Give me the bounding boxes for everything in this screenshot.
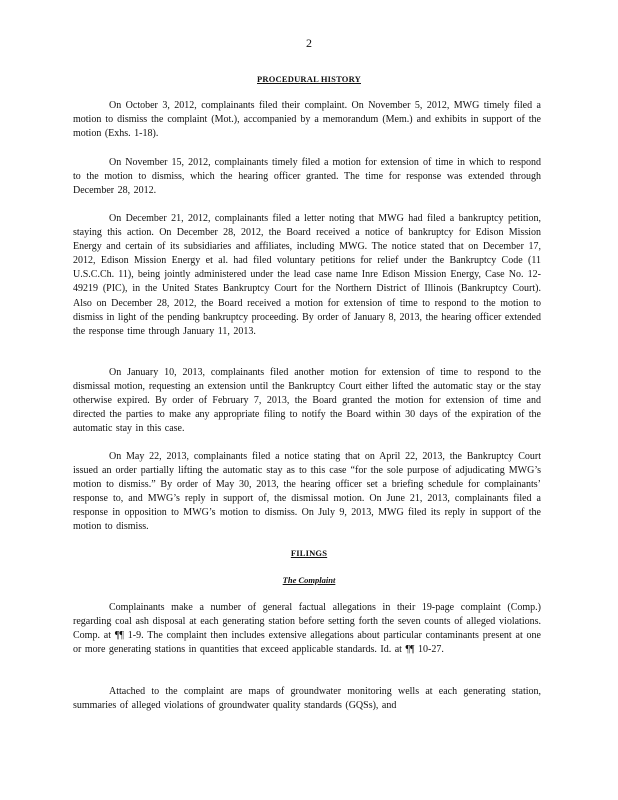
page-number: 2 bbox=[306, 36, 312, 50]
paragraph-stay-lifted: On May 22, 2013, complainants filed a notice stating that on April 22, 2013, the Bankruptcy Court issued an order partially lifting the automatic stay as to this case “for the sole purpose of adjudicating MWG’s motion to dismiss.” By order of May 30, 2013, the hearing officer set a briefing schedule for complainants’ response to, and MWG’s reply in support of, the dismissal motion. On June 21, 2013, complainants filed a response in opposition to MWG’s motion to dismiss. On July 9, 2013, MWG filed its reply in support of the motion to dismiss. bbox=[73, 451, 541, 533]
paragraph-complaint-filed: On October 3, 2012, complainants filed their complaint. On November 5, 2012, MWG timely filed a motion to dismiss the complaint (Mot.), accompanied by a memorandum (Mem.) and exhibits in support of the motion (Exhs. 1-18). bbox=[73, 100, 541, 140]
section-heading-filings: FILINGS bbox=[290, 548, 328, 558]
paragraph-extension-motion: On November 15, 2012, complainants timely filed a motion for extension of time in which to respond to the motion to dismiss, which the hearing officer granted. The time for response was extended through December 28, 2012. bbox=[73, 157, 541, 197]
paragraph-complaint-allegations: Complainants make a number of general factual allegations in their 19-page complaint (Comp.) regarding coal ash disposal at each generating station before setting forth the seven counts of alleged violations. Comp. at ¶¶ 1-9. The complaint then includes extensive allegations about particular contaminants present at one or more generating stations in quantities that exceed applicable standards. Id. at ¶¶ 10-27. bbox=[73, 602, 541, 656]
section-heading-procedural-history: PROCEDURAL HISTORY bbox=[257, 74, 361, 84]
paragraph-bankruptcy-notice: On December 21, 2012, complainants filed a letter noting that MWG had filed a bankruptcy petition, staying this action. On December 28, 2012, the Board received a notice of bankruptcy for Edison Mission Energy and certain of its subsidiaries and affiliates, including MWG. The notice stated that on December 17, 2012, Edison Mission Energy et al. had filed voluntary petitions for relief under the Bankruptcy Code (11 U.S.C.Ch. 11), being jointly administered under the lead case name Inre Edison Mission Energy, Case No. 12-49219 (PIC), in the United States Bankruptcy Court for the Northern District of Illinois (Bankruptcy Court). Also on December 28, 2012, the Board received a motion for extension of time to respond to the motion to dismiss in light of the pending bankruptcy proceeding. By order of January 8, 2013, the hearing officer extended the response time through January 11, 2013. bbox=[73, 213, 541, 337]
paragraph-complaint-attachments: Attached to the complaint are maps of groundwater monitoring wells at each generating station, summaries of alleged violations of groundwater quality standards (GQSs), and bbox=[73, 686, 541, 712]
subsection-heading-the-complaint: The Complaint bbox=[282, 575, 336, 585]
paragraph-second-extension: On January 10, 2013, complainants filed another motion for extension of time to respond to the dismissal motion, requesting an extension until the Bankruptcy Court either lifted the automatic stay or the stay otherwise expired. By order of February 7, 2013, the Board granted the motion for extension of time and directed the parties to make any appropriate filing to notify the Board within 30 days of the expiration of the automatic stay in this case. bbox=[73, 367, 541, 435]
